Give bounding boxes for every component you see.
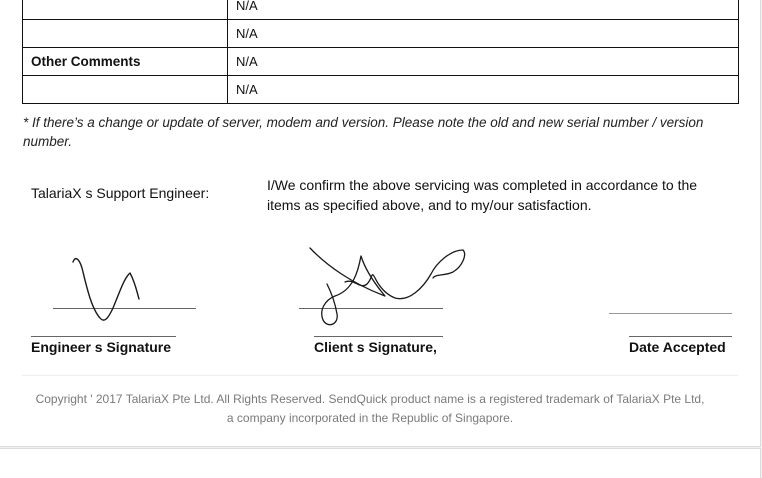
other-comments-table: [22, 0, 739, 104]
table-cell-value: N/A: [228, 76, 739, 104]
table-cell-empty: [23, 0, 228, 20]
date-line: [629, 336, 732, 337]
footer-divider: [22, 375, 738, 376]
engineer-signature-label: Engineer s Signature: [31, 339, 172, 355]
table-cell-value: N/A: [228, 48, 739, 76]
support-engineer-label: TalariaX s Support Engineer:: [31, 185, 210, 201]
table-cell-empty: [23, 20, 228, 48]
table-row: [23, 20, 739, 48]
client-signature-image: [305, 244, 470, 329]
table-cell-empty: [23, 76, 228, 104]
table-row: [23, 48, 739, 76]
client-signature-line: [314, 336, 443, 337]
engineer-signature-image: [60, 252, 150, 327]
next-page: [0, 448, 761, 478]
date-accepted-label: Date Accepted: [629, 339, 726, 355]
engineer-signature-line: [31, 336, 176, 337]
serial-number-note: * If there’s a change or update of server, modem and version. Please note the old and new serial number / version number.: [23, 115, 704, 149]
client-signature-label: Client s Signature,: [314, 339, 437, 355]
table-row: [23, 0, 739, 20]
copyright-footer: [20, 390, 720, 427]
table-cell-value: N/A: [228, 20, 739, 48]
table-row: [23, 76, 739, 104]
confirmation-statement: I/We confirm the above servicing was completed in accordance to the items as specified above, and to my/our satisfaction.: [267, 177, 698, 213]
table-cell-value: N/A: [228, 0, 739, 20]
copyright-line-2: a company incorporated in the Republic of Singapore.: [226, 410, 514, 425]
copyright-line-1: Copyright ' 2017 TalariaX Pte Ltd. All Rights Reserved. SendQuick product name is a registered trademark of TalariaX Pte Ltd,: [35, 392, 705, 406]
date-baseline: [609, 313, 732, 314]
other-comments-label: Other Comments: [23, 48, 228, 76]
